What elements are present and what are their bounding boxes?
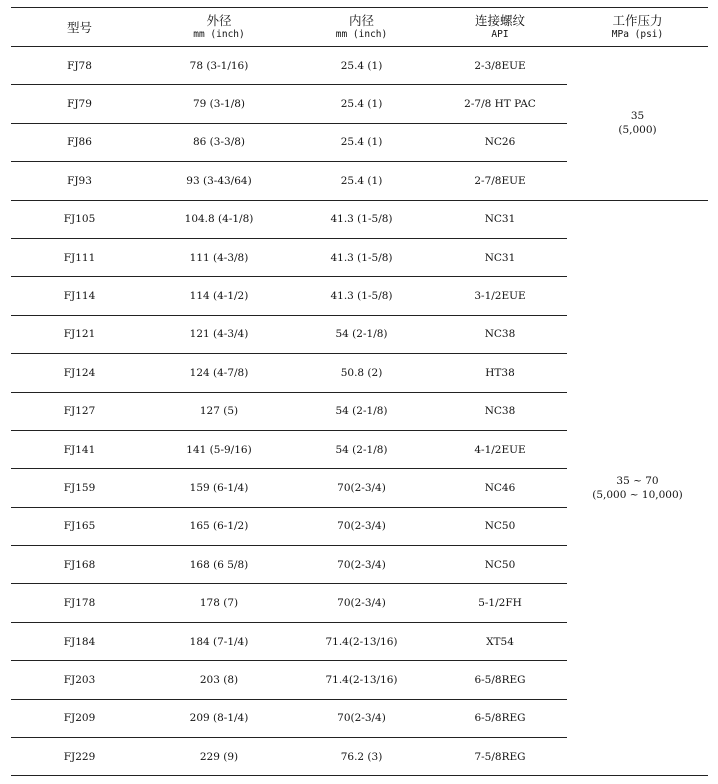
spec-table [11, 7, 708, 776]
cell-model: FJ184 [11, 622, 148, 660]
cell-thread: NC50 [433, 546, 567, 584]
cell-thread: NC46 [433, 469, 567, 507]
cell-inner-diameter: 25.4 (1) [290, 162, 433, 200]
cell-outer-diameter: 168 (6 5/8) [148, 546, 290, 584]
cell-model: FJ159 [11, 469, 148, 507]
cell-outer-diameter: 127 (5) [148, 392, 290, 430]
cell-pressure [567, 200, 708, 776]
cell-thread: NC26 [433, 123, 567, 161]
cell-thread: NC38 [433, 315, 567, 353]
cell-thread: 4-1/2EUE [433, 430, 567, 468]
cell-outer-diameter: 121 (4-3/4) [148, 315, 290, 353]
cell-inner-diameter: 41.3 (1-5/8) [290, 238, 433, 276]
header-model [11, 8, 148, 47]
cell-outer-diameter: 114 (4-1/2) [148, 277, 290, 315]
cell-inner-diameter: 54 (2-1/8) [290, 392, 433, 430]
cell-model: FJ178 [11, 584, 148, 622]
header-pressure-label: 工作压力 [612, 13, 663, 28]
header-thread-label: 连接螺纹 [474, 13, 525, 28]
cell-thread: NC31 [433, 200, 567, 238]
cell-inner-diameter: 41.3 (1-5/8) [290, 200, 433, 238]
cell-model: FJ105 [11, 200, 148, 238]
cell-thread: 3-1/2EUE [433, 277, 567, 315]
header-thread-standard: API [491, 29, 509, 40]
cell-outer-diameter: 229 (9) [148, 738, 290, 776]
cell-model: FJ86 [11, 123, 148, 161]
cell-model: FJ111 [11, 238, 148, 276]
cell-model: FJ209 [11, 699, 148, 737]
header-inner-diameter [290, 8, 433, 47]
cell-model: FJ114 [11, 277, 148, 315]
cell-inner-diameter: 50.8 (2) [290, 354, 433, 392]
cell-model: FJ141 [11, 430, 148, 468]
header-outer-diameter [148, 8, 290, 47]
cell-model: FJ165 [11, 507, 148, 545]
cell-model: FJ121 [11, 315, 148, 353]
cell-thread: 7-5/8REG [433, 738, 567, 776]
cell-inner-diameter: 70(2-3/4) [290, 469, 433, 507]
cell-outer-diameter: 184 (7-1/4) [148, 622, 290, 660]
pressure-mpa: 35 [630, 110, 645, 123]
cell-outer-diameter: 178 (7) [148, 584, 290, 622]
cell-model: FJ124 [11, 354, 148, 392]
table-row [11, 47, 708, 85]
table-header [11, 8, 708, 47]
header-thread [433, 8, 567, 47]
cell-inner-diameter: 54 (2-1/8) [290, 430, 433, 468]
cell-inner-diameter: 25.4 (1) [290, 123, 433, 161]
cell-outer-diameter: 104.8 (4-1/8) [148, 200, 290, 238]
header-pressure [567, 8, 708, 47]
header-inner-diameter-unit: mm (inch) [335, 29, 388, 40]
cell-inner-diameter: 70(2-3/4) [290, 507, 433, 545]
header-outer-diameter-label: 外径 [206, 13, 232, 28]
cell-inner-diameter: 41.3 (1-5/8) [290, 277, 433, 315]
cell-thread: HT38 [433, 354, 567, 392]
cell-inner-diameter: 71.4(2-13/16) [290, 622, 433, 660]
cell-thread: 2-7/8 HT PAC [433, 85, 567, 123]
cell-inner-diameter: 25.4 (1) [290, 85, 433, 123]
cell-outer-diameter: 141 (5-9/16) [148, 430, 290, 468]
cell-thread: 6-5/8REG [433, 699, 567, 737]
header-row [11, 8, 708, 47]
cell-outer-diameter: 165 (6-1/2) [148, 507, 290, 545]
cell-pressure [567, 47, 708, 201]
cell-model: FJ93 [11, 162, 148, 200]
cell-outer-diameter: 93 (3-43/64) [148, 162, 290, 200]
cell-outer-diameter: 86 (3-3/8) [148, 123, 290, 161]
cell-model: FJ79 [11, 85, 148, 123]
cell-outer-diameter: 79 (3-1/8) [148, 85, 290, 123]
cell-model: FJ127 [11, 392, 148, 430]
cell-thread: 2-7/8EUE [433, 162, 567, 200]
cell-inner-diameter: 25.4 (1) [290, 47, 433, 85]
header-outer-diameter-unit: mm (inch) [193, 29, 245, 40]
header-pressure-unit: MPa (psi) [611, 29, 664, 40]
cell-inner-diameter: 70(2-3/4) [290, 584, 433, 622]
header-model-label: 型号 [66, 19, 92, 35]
cell-thread: 2-3/8EUE [433, 47, 567, 85]
cell-thread: 6-5/8REG [433, 661, 567, 699]
pressure-psi: (5,000) [618, 124, 657, 137]
cell-inner-diameter: 54 (2-1/8) [290, 315, 433, 353]
table-body [11, 47, 708, 776]
cell-thread: NC38 [433, 392, 567, 430]
header-inner-diameter-label: 内径 [348, 13, 374, 28]
cell-outer-diameter: 78 (3-1/16) [148, 47, 290, 85]
cell-outer-diameter: 111 (4-3/8) [148, 238, 290, 276]
cell-outer-diameter: 209 (8-1/4) [148, 699, 290, 737]
cell-thread: XT54 [433, 622, 567, 660]
cell-model: FJ168 [11, 546, 148, 584]
cell-thread: NC50 [433, 507, 567, 545]
cell-inner-diameter: 70(2-3/4) [290, 699, 433, 737]
cell-outer-diameter: 203 (8) [148, 661, 290, 699]
cell-inner-diameter: 76.2 (3) [290, 738, 433, 776]
cell-outer-diameter: 124 (4-7/8) [148, 354, 290, 392]
pressure-mpa: 35 ~ 70 [616, 474, 659, 487]
cell-model: FJ203 [11, 661, 148, 699]
cell-model: FJ78 [11, 47, 148, 85]
cell-inner-diameter: 71.4(2-13/16) [290, 661, 433, 699]
cell-thread: 5-1/2FH [433, 584, 567, 622]
table-row [11, 200, 708, 238]
cell-inner-diameter: 70(2-3/4) [290, 546, 433, 584]
pressure-psi: (5,000 ~ 10,000) [592, 488, 683, 501]
cell-outer-diameter: 159 (6-1/4) [148, 469, 290, 507]
cell-model: FJ229 [11, 738, 148, 776]
cell-thread: NC31 [433, 238, 567, 276]
